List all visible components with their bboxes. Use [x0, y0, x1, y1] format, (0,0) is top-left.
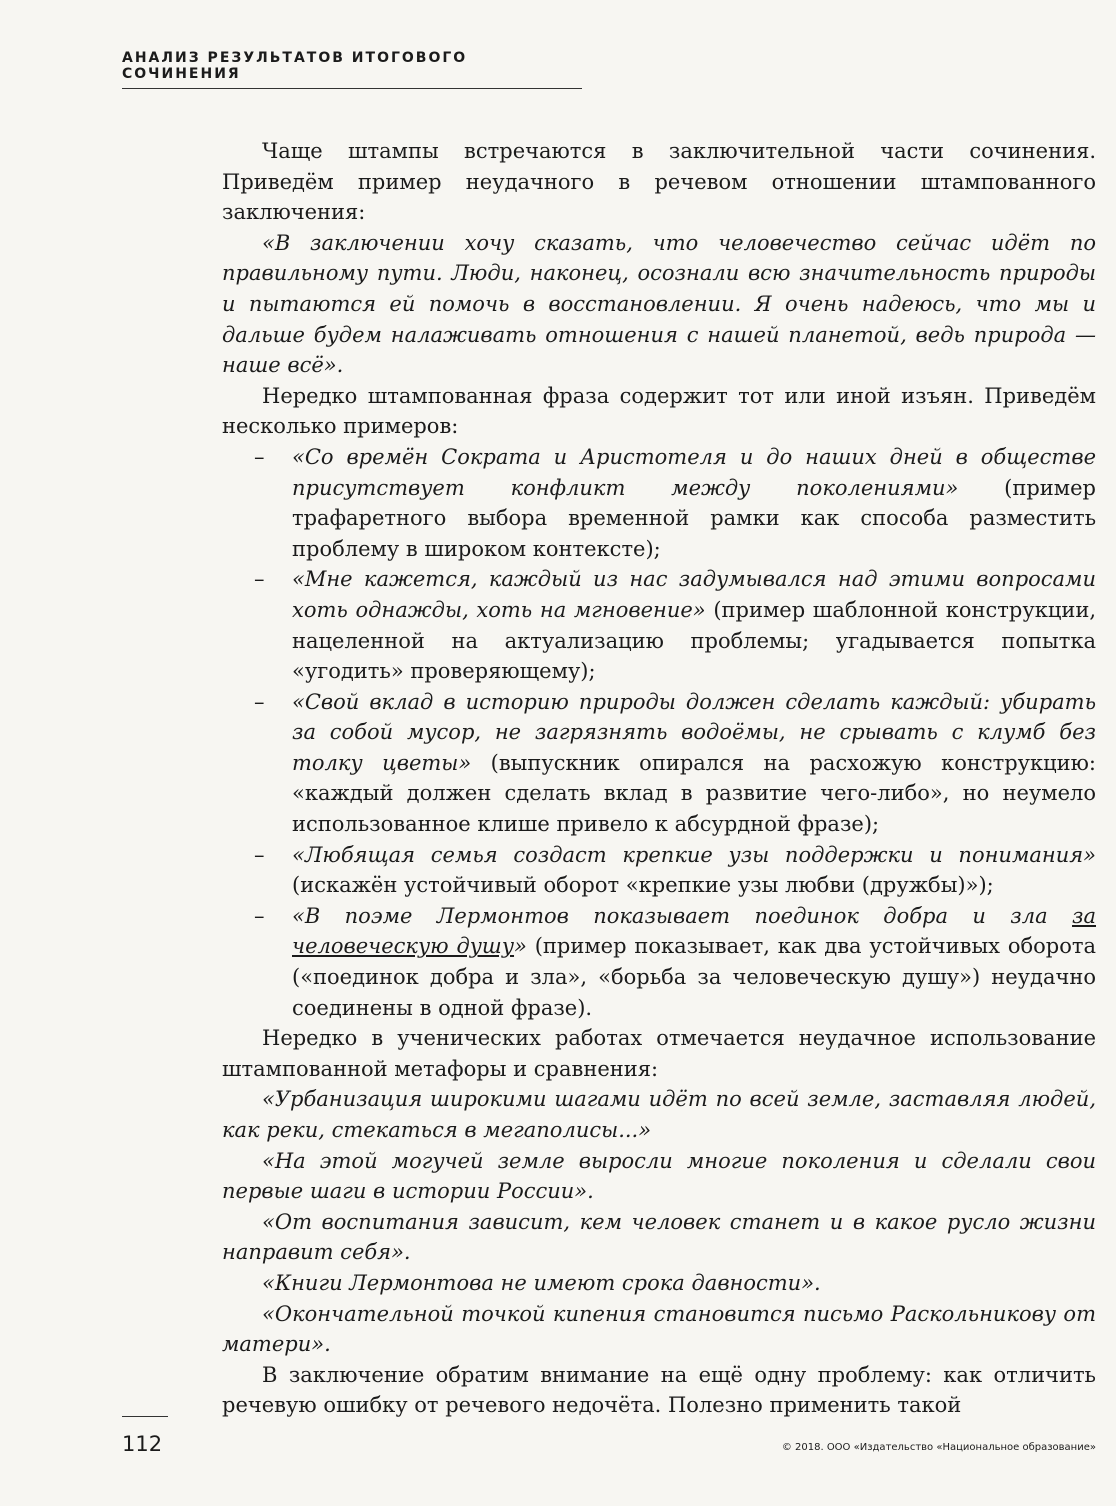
dash-marker: – — [254, 567, 265, 592]
list-item — [254, 687, 1096, 840]
dash-marker: – — [254, 842, 265, 867]
paragraph-1: Чаще штампы встречаются в заключительной части сочинения. Приведём пример неудачного в речевом отношении штампованного заключения: — [222, 139, 1096, 225]
quote-conclusion: «В заключении хочу сказать, что человечество сейчас идёт по правильному пути. Люди, наконец, осознали всю значительность природы и пытаются ей помочь в восстановлении. Я очень надеюсь, что мы и дальше будем налаживать отношения с нашей планетой, ведь природа — наше всё». — [222, 230, 1096, 378]
list-item — [254, 840, 1096, 901]
example-comment: (пример трафаретного выбора временной рамки как способа разместить проблему в широком контексте); — [292, 475, 1096, 561]
quote-metaphor-1: «Урбанизация широкими шагами идёт по всей земле, заставляя людей, как реки, стекаться в мегаполисы...» — [222, 1087, 1096, 1142]
quote-metaphor-4: «Книги Лермонтова не имеют срока давности». — [262, 1270, 821, 1295]
example-comment: (выпускник опирался на расхожую конструкцию: «каждый должен сделать вклад в развитие чего-либо», но неумело использованное клише привело к абсурдной фразе); — [292, 750, 1096, 837]
example-comment: (пример показывает, как два устойчивых оборота («поединок добра и зла», «борьба за человеческую душу») неудачно соединены в одной фразе). — [292, 934, 1097, 1020]
dash-marker: – — [254, 903, 265, 928]
list-item — [254, 901, 1097, 1023]
body-text — [222, 136, 1096, 1421]
list-item — [254, 442, 1096, 564]
example-quote: «Мне кажется, каждый из нас задумывался над этими вопросами хоть однажды, хоть на мгновение» — [292, 567, 1096, 622]
dash-marker: – — [254, 444, 265, 469]
quote-metaphor-3: «От воспитания зависит, кем человек станет и в какое русло жизни направит себя». — [222, 1209, 1096, 1265]
dash-marker: – — [254, 689, 265, 714]
quote-end: » — [514, 934, 527, 959]
copyright-notice: © 2018. ООО «Издательство «Национальное образование» — [781, 1442, 1096, 1453]
example-quote: «Свой вклад в историю природы должен сделать каждый: убирать за собой мусор, не загрязнять водоёмы, не срывать с клумб без толку цветы» — [292, 689, 1096, 775]
example-comment: (пример шаблонной конструкции, нацеленной на актуализацию проблемы; угадывается попытка «угодить» проверяющему); — [292, 597, 1096, 684]
paragraph-4: В заключение обратим внимание на ещё одну проблему: как отличить речевую ошибку от речевого недочёта. Полезно применить такой — [222, 1362, 1096, 1418]
running-header: АНАЛИЗ РЕЗУЛЬТАТОВ ИТОГОВОГО СОЧИНЕНИЯ — [122, 50, 582, 89]
page-number: 112 — [122, 1432, 163, 1456]
example-quote: «Со времён Сократа и Аристотеля и до наших дней в обществе присутствует конфликт между поколениями» — [292, 444, 1096, 500]
example-quote: «Любящая семья создаст крепкие узы поддержки и понимания» — [292, 842, 1096, 867]
examples-list — [222, 442, 1096, 1023]
footer-rule — [122, 1416, 168, 1417]
quote-metaphor-5: «Окончательной точкой кипения становится письмо Раскольникову от матери». — [222, 1301, 1096, 1357]
underlined-phrase: за человеческую душу — [292, 903, 1096, 959]
paragraph-3: Нередко в ученических работах отмечается неудачное использование штампованной метафоры и сравнения: — [222, 1026, 1096, 1081]
quote-start: «В поэме Лермонтов показывает поединок добра и зла — [292, 903, 1073, 928]
list-item — [254, 564, 1096, 686]
example-comment: (искажён устойчивый оборот «крепкие узы любви (дружбы)»); — [292, 873, 994, 898]
paragraph-2: Нередко штампованная фраза содержит тот или иной изъян. Приведём несколько примеров: — [222, 383, 1096, 439]
quote-metaphor-2: «На этой могучей земле выросли многие поколения и сделали свои первые шаги в истории России». — [222, 1148, 1096, 1204]
